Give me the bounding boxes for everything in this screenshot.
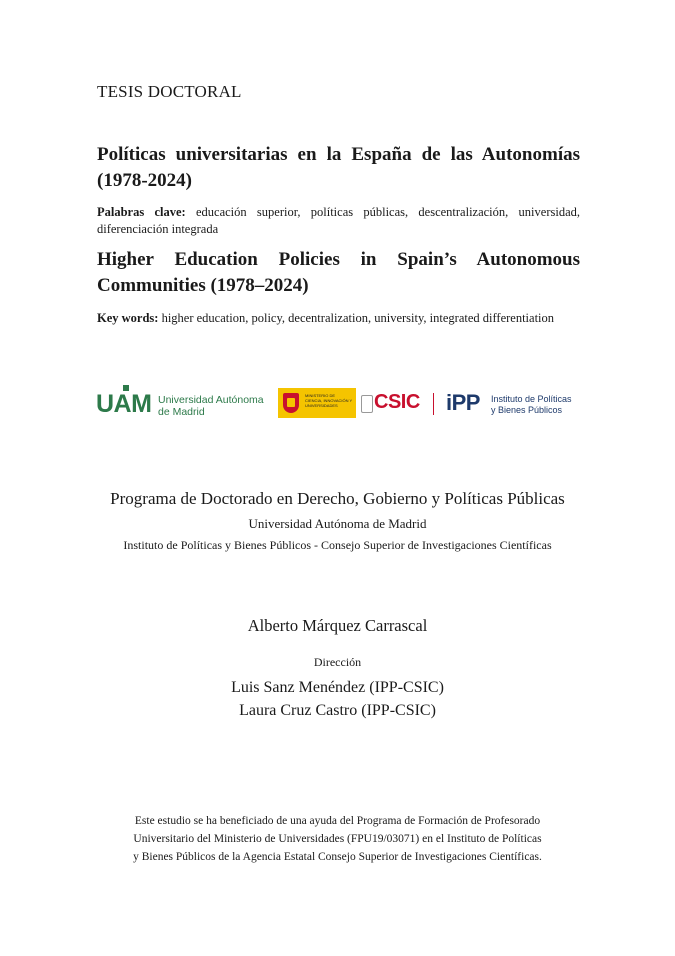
funding-note: [0, 812, 675, 866]
supervisor: Laura Cruz Castro (IPP-CSIC): [239, 702, 436, 719]
funding-line: Este estudio se ha beneficiado de una ayuda del Programa de Formación de Profesorado: [134, 815, 541, 827]
uam-logo-line2: de Madrid: [158, 406, 205, 418]
title-spanish: Políticas universitarias en la España de las Autonomías (1978-2024): [97, 144, 580, 191]
keywords-spanish-text: educación superior, políticas públicas, descentralización, universidad, diferenciación integrada: [97, 205, 580, 236]
author: Alberto Márquez Carrascal: [247, 616, 428, 635]
funding-line: y Bienes Públicos de la Agencia Estatal Consejo Superior de Investigaciones Científicas.: [133, 851, 542, 863]
ipp-logo-text: [491, 394, 572, 416]
document-type: TESIS DOCTORAL: [97, 82, 242, 101]
university: Universidad Autónoma de Madrid: [248, 516, 427, 531]
uam-logo: [96, 384, 271, 424]
institutes: Instituto de Políticas y Bienes Públicos - Consejo Superior de Investigaciones Científicas: [123, 538, 552, 552]
ipp-logo-line2: y Bienes Públicos: [491, 405, 563, 415]
ipp-logo-mark: iPP: [446, 390, 480, 415]
keywords-spanish: [97, 204, 580, 238]
doctoral-program: Programa de Doctorado en Derecho, Gobierno y Políticas Públicas: [110, 489, 565, 508]
funding-line: Universitario del Ministerio de Universidades (FPU19/03071) en el Instituto de Políticas: [133, 833, 542, 845]
csic-emblem-icon: [361, 395, 373, 413]
coat-of-arms-icon: [283, 393, 299, 413]
keywords-english-text: higher education, policy, decentralization, university, integrated differentiation: [161, 311, 555, 325]
keywords-english-label: Key words:: [97, 311, 159, 325]
ministry-logo: [278, 388, 356, 418]
csic-logo-mark: CSIC: [374, 391, 420, 413]
csic-divider: [433, 393, 434, 415]
direction-label: Dirección: [313, 655, 362, 669]
ministry-logo-text: MINISTERIO DE CIENCIA, INNOVACIÓN Y UNIVERSIDADES: [305, 393, 353, 408]
uam-logo-text: [158, 394, 264, 418]
keywords-spanish-label: Palabras clave:: [97, 205, 186, 219]
supervisor: Luis Sanz Menéndez (IPP-CSIC): [231, 679, 444, 696]
ipp-logo-line1: Instituto de Políticas: [491, 394, 572, 404]
csic-logo: [359, 390, 435, 418]
title-english: Higher Education Policies in Spain’s Autonomous Communities (1978–2024): [97, 249, 580, 296]
uam-logo-mark: UAM: [96, 390, 152, 418]
uam-logo-line1: Universidad Autónoma: [158, 394, 264, 406]
keywords-english: [97, 310, 580, 327]
ipp-logo: [446, 390, 581, 418]
